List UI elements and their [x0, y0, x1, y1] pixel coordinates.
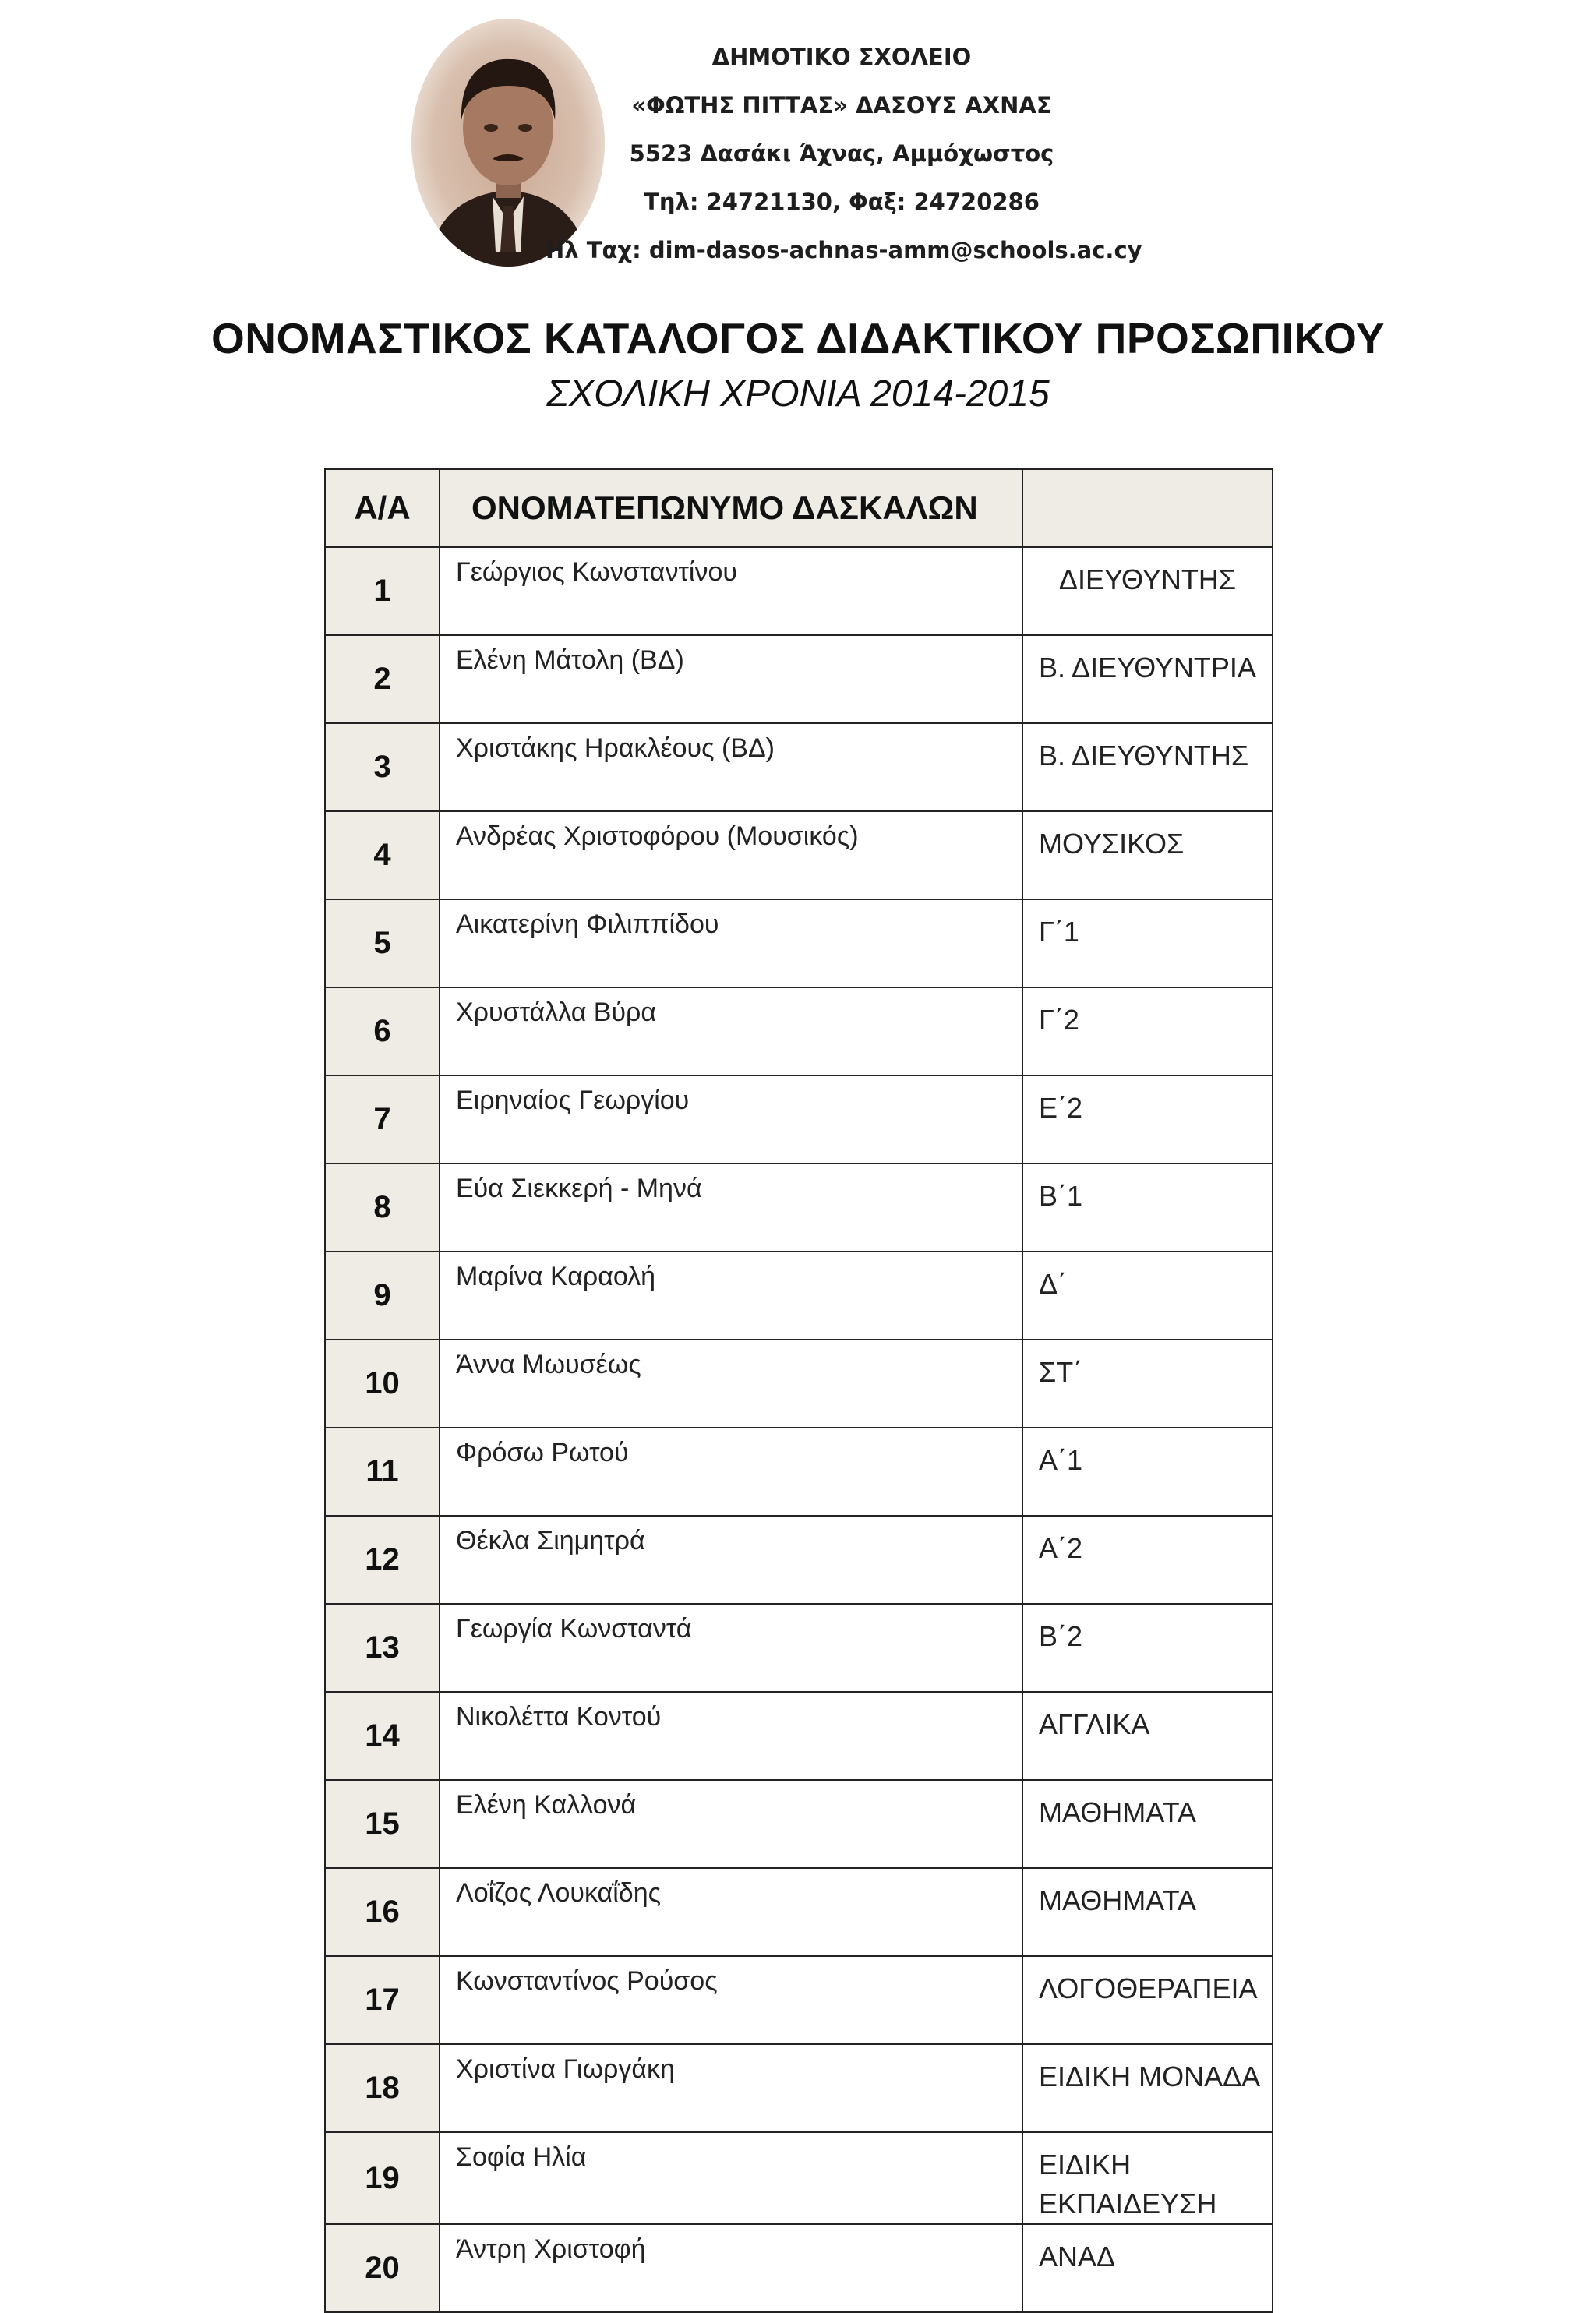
teacher-role: ΕΙΔΙΚΗ ΕΚΠΑΙΔΕΥΣΗ: [1022, 2132, 1273, 2224]
teacher-role: ΛΟΓΟΘΕΡΑΠΕΙΑ: [1022, 1956, 1273, 2044]
row-number: 10: [325, 1340, 440, 1428]
teacher-role: ΑΓΓΛΙΚΑ: [1022, 1692, 1273, 1780]
teacher-name: Κωνσταντίνος Ρούσος: [440, 1956, 1022, 2044]
row-number: 12: [325, 1516, 440, 1604]
teacher-name: Γεωργία Κωνσταντά: [440, 1604, 1022, 1692]
table-header-row: [325, 469, 1273, 547]
school-email: Ηλ Ταχ: dim-dasos-achnas-amm@schools.ac.cy: [546, 237, 1142, 263]
teacher-role: ΜΟΥΣΙΚΟΣ: [1022, 811, 1273, 899]
staff-table: [324, 468, 1273, 2313]
table-row: [325, 1075, 1273, 1164]
table-row: [325, 2132, 1273, 2224]
teacher-name: Νικολέττα Κοντού: [440, 1692, 1022, 1780]
teacher-name: Ελένη Καλλονά: [440, 1780, 1022, 1868]
teacher-name: Μαρίνα Καραολή: [440, 1252, 1022, 1340]
teacher-name: Άντρη Χριστοφή: [440, 2224, 1022, 2312]
header-teacher-name: ΟΝΟΜΑΤΕΠΩΝΥΜΟ ΔΑΣΚΑΛΩΝ: [440, 469, 1022, 547]
row-number: 20: [325, 2224, 440, 2312]
header-role: [1022, 469, 1273, 547]
teacher-role: Γ΄1: [1022, 899, 1273, 987]
table-row: [325, 1164, 1273, 1252]
row-number: 5: [325, 899, 440, 987]
table-row: [325, 2044, 1273, 2132]
row-number: 3: [325, 723, 440, 811]
table-row: [325, 1780, 1273, 1868]
teacher-role: ΜΑΘΗΜΑΤΑ: [1022, 1868, 1273, 1956]
teacher-role: ΜΑΘΗΜΑΤΑ: [1022, 1780, 1273, 1868]
table-row: [325, 1252, 1273, 1340]
teacher-role: Α΄2: [1022, 1516, 1273, 1604]
table-row: [325, 635, 1273, 723]
teacher-name: Θέκλα Σιημητρά: [440, 1516, 1022, 1604]
teacher-name: Χριστίνα Γιωργάκη: [440, 2044, 1022, 2132]
teacher-name: Αικατερίνη Φιλιππίδου: [440, 899, 1022, 987]
teacher-role: Β΄1: [1022, 1164, 1273, 1252]
teacher-role: ΣΤ΄: [1022, 1340, 1273, 1428]
teacher-name: Άννα Μωυσέως: [440, 1340, 1022, 1428]
teacher-name: Χριστάκης Ηρακλέους (ΒΔ): [440, 723, 1022, 811]
page-subtitle: ΣΧΟΛΙΚΗ ΧΡΟΝΙΑ 2014-2015: [546, 373, 1050, 415]
teacher-role: Α΄1: [1022, 1428, 1273, 1516]
table-row: [325, 1516, 1273, 1604]
row-number: 16: [325, 1868, 440, 1956]
row-number: 18: [325, 2044, 440, 2132]
page-title: ΟΝΟΜΑΣΤΙΚΟΣ ΚΑΤΑΛΟΓΟΣ ΔΙΔΑΚΤΙΚΟΥ ΠΡΟΣΩΠΙΚΟΥ: [210, 314, 1386, 362]
row-number: 1: [325, 547, 440, 635]
teacher-role: Δ΄: [1022, 1252, 1273, 1340]
school-address: 5523 Δασάκι Άχνας, Αμμόχωστος: [629, 140, 1054, 167]
row-number: 11: [325, 1428, 440, 1516]
school-type: ΔΗΜΟΤΙΚΟ ΣΧΟΛΕΙΟ: [711, 44, 972, 70]
school-name: «ΦΩΤΗΣ ΠΙΤΤΑΣ» ΔΑΣΟΥΣ ΑΧΝΑΣ: [631, 92, 1052, 118]
teacher-name: Ειρηναίος Γεωργίου: [440, 1075, 1022, 1164]
row-number: 19: [325, 2132, 440, 2224]
teacher-name: Φρόσω Ρωτού: [440, 1428, 1022, 1516]
teacher-name: Γεώργιος Κωνσταντίνου: [440, 547, 1022, 635]
table-row: [325, 987, 1273, 1075]
teacher-role: Ε΄2: [1022, 1075, 1273, 1164]
teacher-name: Ανδρέας Χριστοφόρου (Μουσικός): [440, 811, 1022, 899]
table-row: [325, 1428, 1273, 1516]
table-row: [325, 1956, 1273, 2044]
teacher-role: ΑΝΑΔ: [1022, 2224, 1273, 2312]
teacher-role: Γ΄2: [1022, 987, 1273, 1075]
row-number: 14: [325, 1692, 440, 1780]
school-letterhead: [546, 33, 1142, 263]
teacher-name: Χρυστάλλα Βύρα: [440, 987, 1022, 1075]
teacher-role: Β΄2: [1022, 1604, 1273, 1692]
row-number: 4: [325, 811, 440, 899]
teacher-role: Β. ΔΙΕΥΘΥΝΤΗΣ: [1022, 723, 1273, 811]
row-number: 8: [325, 1164, 440, 1252]
table-row: [325, 1604, 1273, 1692]
teacher-role: ΔΙΕΥΘΥΝΤΗΣ: [1022, 547, 1273, 635]
table-row: [325, 1340, 1273, 1428]
teacher-name: Σοφία Ηλία: [440, 2132, 1022, 2224]
table-row: [325, 811, 1273, 899]
teacher-name: Ελένη Μάτολη (ΒΔ): [440, 635, 1022, 723]
table-row: [325, 1868, 1273, 1956]
row-number: 17: [325, 1956, 440, 2044]
row-number: 7: [325, 1075, 440, 1164]
teacher-role: Β. ΔΙΕΥΘΥΝΤΡΙΑ: [1022, 635, 1273, 723]
school-phone-fax: Τηλ: 24721130, Φαξ: 24720286: [644, 189, 1040, 215]
table-row: [325, 1692, 1273, 1780]
teacher-name: Εύα Σιεκκερή - Μηνά: [440, 1164, 1022, 1252]
row-number: 13: [325, 1604, 440, 1692]
header-number: Α/Α: [325, 469, 440, 547]
table-row: [325, 899, 1273, 987]
row-number: 9: [325, 1252, 440, 1340]
row-number: 2: [325, 635, 440, 723]
table-row: [325, 547, 1273, 635]
row-number: 6: [325, 987, 440, 1075]
row-number: 15: [325, 1780, 440, 1868]
teacher-role: ΕΙΔΙΚΗ ΜΟΝΑΔΑ: [1022, 2044, 1273, 2132]
table-row: [325, 2224, 1273, 2312]
table-row: [325, 723, 1273, 811]
teacher-name: Λοΐζος Λουκαΐδης: [440, 1868, 1022, 1956]
